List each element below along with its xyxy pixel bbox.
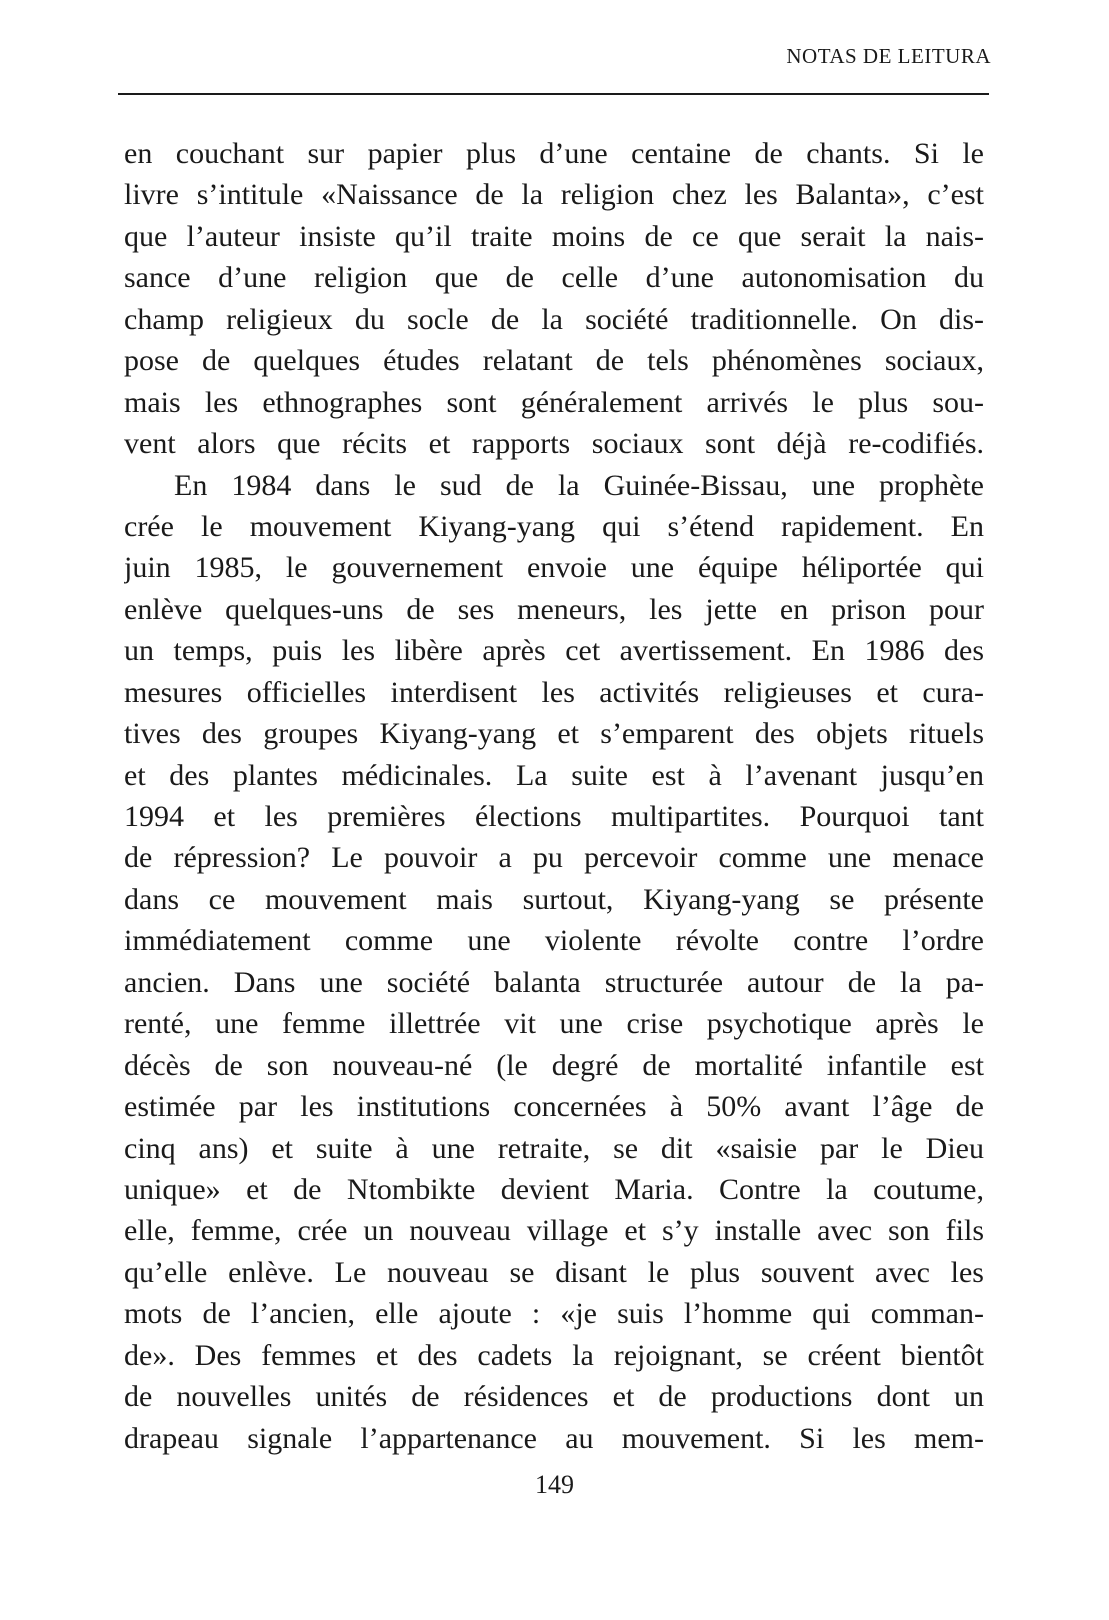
text-line: estimée par les institutions concernées à 50% avant l’âge de <box>124 1090 984 1124</box>
header-rule <box>118 93 989 95</box>
text-line: de nouvelles unités de résidences et de productions dont un <box>124 1380 984 1414</box>
text-line-paragraph-start: En 1984 dans le sud de la Guinée-Bissau, une prophète <box>174 468 984 502</box>
text-line: champ religieux du socle de la société traditionnelle. On dis- <box>124 302 984 336</box>
text-line: en couchant sur papier plus d’une centaine de chants. Si le <box>124 137 984 170</box>
text-line: ancien. Dans une société balanta structurée autour de la pa- <box>124 965 984 999</box>
page-number: 149 <box>535 1470 574 1499</box>
text-line: de répression? Le pouvoir a pu percevoir comme une menace <box>124 841 984 875</box>
text-line: renté, une femme illettrée vit une crise psychotique après le <box>124 1007 984 1041</box>
text-line: qu’elle enlève. Le nouveau se disant le plus souvent avec les <box>124 1255 984 1289</box>
text-line: un temps, puis les libère après cet avertissement. En 1986 des <box>124 634 984 668</box>
body-text <box>124 133 984 1459</box>
text-line: et des plantes médicinales. La suite est à l’avenant jusqu’en <box>124 758 984 792</box>
running-head: NOTAS DE LEITURA <box>786 44 991 68</box>
text-line: mots de l’ancien, elle ajoute : «je suis l’homme qui comman- <box>124 1297 984 1331</box>
text-line: cinq ans) et suite à une retraite, se dit «saisie par le Dieu <box>124 1131 984 1165</box>
text-line: enlève quelques-uns de ses meneurs, les jette en prison pour <box>124 592 984 626</box>
text-line: sance d’une religion que de celle d’une autonomisation du <box>124 261 984 295</box>
text-line: mais les ethnographes sont généralement arrivés le plus sou- <box>124 385 984 419</box>
text-line: immédiatement comme une violente révolte contre l’ordre <box>124 924 984 958</box>
text-line: unique» et de Ntombikte devient Maria. Contre la coutume, <box>124 1172 984 1206</box>
text-line: elle, femme, crée un nouveau village et s’y installe avec son fils <box>124 1214 984 1248</box>
text-line: pose de quelques études relatant de tels phénomènes sociaux, <box>124 344 984 378</box>
text-line: juin 1985, le gouvernement envoie une équipe héliportée qui <box>124 551 984 585</box>
text-line: mesures officielles interdisent les activités religieuses et cura- <box>124 675 984 709</box>
text-line: de». Des femmes et des cadets la rejoignant, se créent bientôt <box>124 1338 984 1372</box>
text-line: tives des groupes Kiyang-yang et s’emparent des objets rituels <box>124 717 984 751</box>
text-line: vent alors que récits et rapports sociaux sont déjà re-codifiés. <box>124 427 984 461</box>
text-line: 1994 et les premières élections multipartites. Pourquoi tant <box>124 800 984 833</box>
text-line: livre s’intitule «Naissance de la religion chez les Balanta», c’est <box>124 178 984 212</box>
text-line: décès de son nouveau-né (le degré de mortalité infantile est <box>124 1048 984 1082</box>
text-line: dans ce mouvement mais surtout, Kiyang-yang se présente <box>124 882 984 916</box>
text-line: que l’auteur insiste qu’il traite moins de ce que serait la nais- <box>124 219 984 253</box>
text-line: drapeau signale l’appartenance au mouvement. Si les mem- <box>124 1421 984 1455</box>
text-line: crée le mouvement Kiyang-yang qui s’étend rapidement. En <box>124 509 984 543</box>
